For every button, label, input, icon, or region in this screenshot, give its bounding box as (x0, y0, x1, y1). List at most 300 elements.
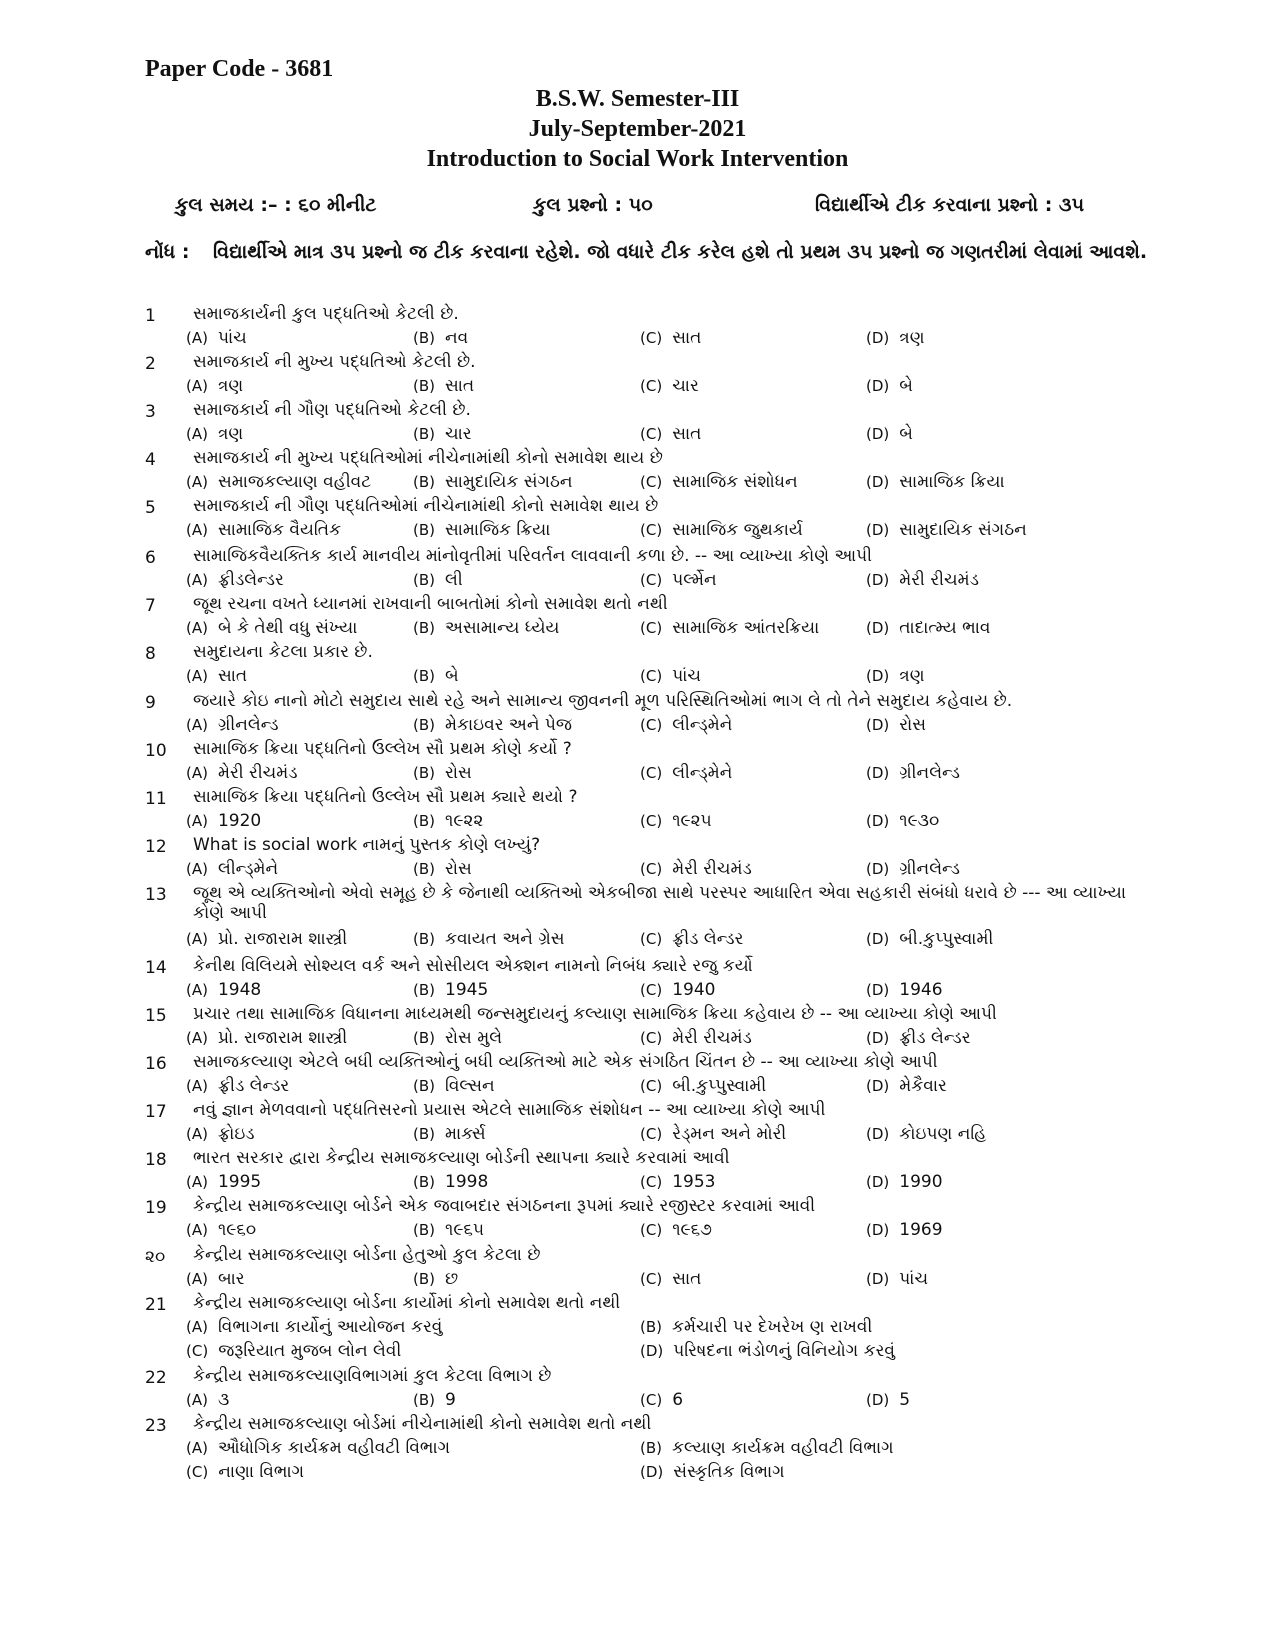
option-key: (A) (186, 1318, 208, 1336)
answer-option (866, 1076, 947, 1096)
answer-option (866, 980, 943, 1000)
option-text: લીન્ડ્મેને (672, 715, 733, 735)
question-text: જૂથ એ વ્યક્તિઓનો એવો સમૂહ છે કે જેનાથી વ્યક્તિઓ એકબીજા સાથે પરસ્પર આધારિત એવા સહકારી સંબંધો ધરાવે છે --- આ વ્યાખ્યા કોણે આપી (193, 883, 1126, 923)
option-key: (A) (186, 716, 208, 734)
answer-option (866, 520, 1027, 540)
option-key: (C) (640, 1391, 663, 1409)
option-key: (A) (186, 571, 208, 589)
option-key: (B) (413, 329, 435, 347)
answer-option (186, 1076, 289, 1096)
option-text: 1990 (899, 1172, 943, 1192)
option-text: ચાર (672, 376, 699, 396)
answer-option (866, 666, 925, 686)
option-text: રોસ (899, 715, 927, 735)
option-text: અસામાન્ય ધ્યેય (445, 618, 560, 638)
answer-option (413, 1390, 456, 1410)
answer-option (186, 715, 279, 735)
answer-option (866, 1028, 971, 1048)
option-text: લી (445, 570, 463, 590)
option-text: પરિષદના ભંડોળનું વિનિયોગ કરવું (673, 1341, 895, 1361)
question-number: 12 (145, 837, 167, 857)
option-key: (B) (413, 860, 435, 878)
option-text: 1948 (217, 980, 262, 1000)
question-text: નવું જ્ઞાન મેળવવાનો પદ્ધતિસરનો પ્રયાસ એટલે સામાજિક સંશોધન -- આ વ્યાખ્યા કોણે આપી (193, 1100, 826, 1120)
answer-option (866, 715, 926, 735)
option-text: બાર (217, 1269, 245, 1289)
option-text: સાત (672, 424, 702, 444)
option-key: (B) (413, 571, 435, 589)
option-key: (C) (640, 377, 663, 395)
note-text: વિદ્યાર્થીએ માત્ર ૩૫ પ્રશ્નો જ ટીક કરવાના રહેશે. જો વધારે ટીક કરેલ હશે તો પ્રથમ ૩૫ પ્રશ્નો જ ગણતરીમાં લેવામાં આવશે. (213, 241, 1148, 263)
option-key: (D) (866, 1029, 890, 1047)
option-key: (D) (640, 1342, 664, 1360)
question-number: 18 (145, 1150, 167, 1170)
option-text: સાત (445, 376, 475, 396)
option-text: સામુદાયિક સંગઠન (445, 472, 573, 492)
option-text: ઔધોગિક કાર્યક્રમ વહીવટી વિભાગ (217, 1438, 451, 1458)
answer-option (413, 376, 474, 396)
option-text: ૧૯૬૫ (445, 1220, 485, 1240)
option-text: ૧૯૬૦ (217, 1220, 257, 1240)
option-text: 9 (445, 1390, 456, 1410)
option-text: વિભાગના કાર્યોનું આયોજન કરવું (217, 1317, 443, 1337)
option-text: બે (899, 376, 913, 396)
question-text: જયારે કોઇ નાનો મોટો સમુદાય સાથે રહે અને સામાન્ય જીવનની મૂળ પરિસ્થિતિઓમાં ભાગ લે તો તેને સમુદાય કહેવાય છે. (193, 691, 1013, 711)
question-text: કેનીથ વિલિયમે સોશ્યલ વર્ક અને સોસીયલ એક્શન નામનો નિબંધ ક્યારે રજુ કર્યો (193, 956, 753, 976)
option-text: સામાજિક આંતરક્રિયા (672, 618, 820, 638)
option-key: (D) (640, 1463, 664, 1481)
answer-option (866, 570, 979, 590)
option-text: સાત (672, 1269, 702, 1289)
option-key: (A) (186, 930, 208, 948)
option-key: (C) (186, 1463, 209, 1481)
option-key: (C) (640, 425, 663, 443)
answer-option (186, 328, 247, 348)
option-text: સામાજિક જુથકાર્ય (672, 520, 803, 540)
question-text: સામાજિક ક્રિયા પદ્ધતિનો ઉલ્લેખ સૌ પ્રથમ કોણે કર્યો ? (193, 739, 572, 759)
option-key: (D) (866, 981, 890, 999)
option-key: (B) (413, 716, 435, 734)
answer-option (413, 1124, 486, 1144)
option-key: (C) (640, 1221, 663, 1239)
option-text: જરૂરિયાત મુજબ લોન લેવી (218, 1341, 402, 1361)
answer-option (640, 1462, 785, 1482)
option-key: (B) (413, 1221, 435, 1239)
option-text: સાત (217, 666, 248, 686)
option-key: (D) (866, 1077, 890, 1095)
question-text: સમાજકાર્ય ની ગૌણ પદ્ધતિઓ કેટલી છે. (193, 400, 471, 420)
answer-option (640, 618, 819, 638)
option-text: બે (445, 666, 459, 686)
option-key: (C) (640, 619, 663, 637)
question-number: ૨૦ (145, 1247, 166, 1267)
question-number: 21 (145, 1295, 167, 1315)
option-key: (C) (640, 981, 663, 999)
answer-option (413, 666, 459, 686)
question-text: સમુદાયના કેટલા પ્રકાર છે. (193, 642, 373, 662)
option-key: (D) (866, 1270, 890, 1288)
option-key: (B) (413, 473, 435, 491)
option-text: વિલ્સન (445, 1076, 495, 1096)
option-key: (A) (186, 812, 208, 830)
option-text: પાંચ (672, 666, 701, 686)
option-key: (D) (866, 1173, 890, 1191)
course-title: B.S.W. Semester-III (535, 86, 740, 112)
option-key: (A) (186, 860, 208, 878)
option-key: (B) (413, 981, 435, 999)
answer-option (186, 811, 261, 831)
answer-option (413, 1269, 458, 1289)
answer-option (640, 811, 712, 831)
option-key: (D) (866, 377, 890, 395)
option-key: (D) (866, 1391, 890, 1409)
question-number: 2 (145, 354, 156, 374)
option-text: 1945 (445, 980, 489, 1000)
answer-option (640, 1220, 712, 1240)
answer-option (186, 520, 341, 540)
answer-option (186, 424, 243, 444)
option-key: (C) (640, 329, 663, 347)
option-text: 1920 (217, 811, 262, 831)
answer-option (186, 1124, 255, 1144)
option-text: મેકૈવાર (899, 1076, 947, 1096)
option-text: કર્મચારી પર દેખરેખ ણ રાખવી (672, 1317, 873, 1337)
answer-option (866, 1269, 928, 1289)
answer-option (413, 618, 559, 638)
option-key: (B) (413, 1029, 435, 1047)
question-number: 3 (145, 402, 156, 422)
question-number: 13 (145, 885, 167, 905)
answer-option (413, 859, 472, 879)
question-text: સમાજકાર્ય ની મુખ્ય પદ્ધતિઓ કેટલી છે. (193, 352, 476, 372)
option-text: ફ્રીડ લેન્ડર (899, 1028, 971, 1048)
option-text: ૩ (217, 1390, 230, 1410)
answer-option (413, 1220, 484, 1240)
option-text: રેડ્મન અને મોરી (672, 1124, 787, 1144)
option-text: ત્રણ (217, 424, 244, 444)
option-key: (B) (413, 521, 435, 539)
answer-option (640, 763, 732, 783)
answer-option (640, 424, 701, 444)
option-text: ફ્રીડ લેન્ડર (672, 929, 744, 949)
answer-option (640, 1028, 752, 1048)
answer-option (413, 328, 468, 348)
option-key: (B) (413, 667, 435, 685)
option-text: 1940 (672, 980, 716, 1000)
answer-option (640, 1269, 701, 1289)
option-text: ત્રણ (899, 328, 925, 348)
question-text: કેન્દ્રીય સમાજકલ્યાણ બોર્ડને એક જવાબદાર સંગઠનના રૂપમાં ક્યારે રજીસ્ટર કરવામાં આવી (193, 1196, 816, 1216)
answer-option (866, 472, 1005, 492)
option-text: 1953 (672, 1172, 716, 1192)
answer-option (640, 715, 732, 735)
answer-option (866, 376, 913, 396)
option-key: (A) (186, 1125, 208, 1143)
option-text: ફ્રીડલેન્ડર (217, 570, 284, 590)
answer-option (186, 1438, 450, 1458)
answer-option (186, 1341, 401, 1361)
option-text: પ્રો. રાજારામ શાસ્ત્રી (217, 1028, 348, 1048)
option-key: (C) (640, 1173, 663, 1191)
answer-option (413, 715, 572, 735)
option-key: (A) (186, 667, 208, 685)
option-text: પાંચ (217, 328, 247, 348)
answer-option (186, 666, 247, 686)
option-key: (C) (640, 1125, 663, 1143)
option-key: (D) (866, 716, 890, 734)
option-key: (A) (186, 619, 208, 637)
option-text: બે (899, 424, 913, 444)
option-key: (C) (640, 930, 663, 948)
answer-option (640, 520, 803, 540)
answer-option (866, 811, 939, 831)
answer-option (413, 980, 488, 1000)
option-text: સામાજિક ક્રિયા (899, 472, 1005, 492)
option-key: (B) (413, 619, 435, 637)
answer-option (186, 376, 243, 396)
option-key: (A) (186, 1029, 208, 1047)
option-key: (C) (640, 1029, 663, 1047)
option-text: 5 (899, 1390, 911, 1410)
option-key: (A) (186, 1077, 208, 1095)
answer-option (640, 472, 798, 492)
option-text: છ (445, 1269, 459, 1289)
option-key: (C) (640, 667, 663, 685)
answer-option (186, 570, 284, 590)
option-text: મેકાઇવર અને પેજ (445, 715, 573, 735)
option-text: 1946 (899, 980, 943, 1000)
option-key: (A) (186, 1221, 208, 1239)
option-text: ગ્રીનલેન્ડ (899, 763, 960, 783)
answer-option (186, 859, 278, 879)
question-text: કેન્દ્રીય સમાજકલ્યાણ બોર્ડના કાર્યોમાં કોનો સમાવેશ થતો નથી (193, 1293, 621, 1313)
answer-option (413, 424, 472, 444)
question-text: કેન્દ્રીય સમાજકલ્યાણવિભાગમાં કુલ કેટલા વિભાગ છે (193, 1366, 552, 1386)
option-text: પ્રો. રાજારામ શાસ્ત્રી (217, 929, 348, 949)
question-number: 19 (145, 1198, 167, 1218)
answer-option (866, 328, 925, 348)
option-text: સંસ્કૃતિક વિભાગ (673, 1462, 785, 1482)
option-key: (C) (640, 473, 663, 491)
answer-option (640, 1317, 872, 1337)
answer-option (413, 520, 550, 540)
answer-option (186, 1028, 347, 1048)
question-number: 7 (145, 596, 156, 616)
option-text: 1995 (217, 1172, 262, 1192)
question-text: સામાજિક ક્રિયા પદ્ધતિનો ઉલ્લેખ સૌ પ્રથમ ક્યારે થયો ? (193, 787, 578, 807)
option-key: (A) (186, 425, 208, 443)
option-text: ગ્રીનલેન્ડ (899, 859, 960, 879)
answer-option (413, 763, 472, 783)
option-key: (C) (640, 764, 663, 782)
answer-option (186, 763, 298, 783)
question-number: 15 (145, 1006, 167, 1026)
option-text: સમાજકલ્યાણ વહીવટ (217, 472, 372, 492)
option-key: (B) (413, 1125, 435, 1143)
option-key: (B) (640, 1318, 662, 1336)
option-key: (C) (186, 1342, 209, 1360)
question-text: What is social work નામનું પુસ્તક કોણે લખ્યું? (193, 835, 541, 855)
option-text: રોસ (445, 763, 472, 783)
answer-option (186, 980, 261, 1000)
option-text: ફ્રોઇડ (217, 1124, 255, 1144)
option-text: માર્ક્સ (445, 1124, 486, 1144)
option-text: 6 (672, 1390, 684, 1410)
option-text: ત્રણ (217, 376, 244, 396)
question-number: 9 (145, 693, 156, 713)
option-text: લીન્ડ્મેને (217, 859, 279, 879)
question-number: 17 (145, 1102, 167, 1122)
option-key: (B) (413, 1270, 435, 1288)
option-key: (D) (866, 473, 890, 491)
option-key: (B) (413, 930, 435, 948)
question-number: 22 (145, 1368, 167, 1388)
option-key: (D) (866, 930, 890, 948)
option-key: (A) (186, 473, 208, 491)
option-text: ૧૯૬૭ (672, 1220, 712, 1240)
answer-option (413, 472, 573, 492)
answer-option (413, 1172, 488, 1192)
option-text: ચાર (445, 424, 472, 444)
option-key: (D) (866, 1125, 890, 1143)
option-text: સામાજિક વૈયતિક (217, 520, 342, 540)
option-key: (B) (413, 1077, 435, 1095)
option-text: ૧૯૨૫ (672, 811, 712, 831)
option-text: નાણા વિભાગ (218, 1462, 305, 1482)
option-key: (A) (186, 764, 208, 782)
question-text: સમાજકાર્યની કુલ પદ્ધતિઓ કેટલી છે. (193, 304, 459, 324)
question-text: કેન્દ્રીય સમાજકલ્યાણ બોર્ડમાં નીચેનામાંથી કોનો સમાવેશ થતો નથી (193, 1414, 652, 1434)
option-text: 1998 (445, 1172, 489, 1192)
option-key: (B) (413, 812, 435, 830)
option-text: તાદાત્મ્ય ભાવ (899, 618, 991, 638)
option-text: રોસ મુલે (445, 1028, 503, 1048)
question-text: સમાજકલ્યાણ એટલે બધી વ્યક્તિઓનું બધી વ્યક્તિઓ માટે એક સંગઠિત ચિંતન છે -- આ વ્યાખ્યા કોણે આપી (193, 1052, 938, 1072)
answer-option (186, 618, 357, 638)
option-key: (C) (640, 521, 663, 539)
answer-option (866, 763, 960, 783)
option-text: 1969 (899, 1220, 943, 1240)
option-text: સામુદાયિક સંગઠન (899, 520, 1027, 540)
total-questions: કુલ પ્રશ્નો : ૫૦ (533, 194, 653, 216)
answer-option (866, 424, 913, 444)
answer-option (413, 570, 463, 590)
option-key: (D) (866, 521, 890, 539)
option-key: (D) (866, 1221, 890, 1239)
option-text: બી.કુપ્પુસ્વામી (672, 1076, 767, 1096)
answer-option (640, 328, 701, 348)
question-number: 6 (145, 548, 156, 568)
answer-option (186, 472, 371, 492)
option-key: (A) (186, 1270, 208, 1288)
option-text: સામાજિક સંશોધન (672, 472, 798, 492)
answer-option (640, 1390, 683, 1410)
option-key: (C) (640, 1270, 663, 1288)
answer-option (866, 859, 960, 879)
questions-to-attempt: વિદ્યાર્થીએ ટીક કરવાના પ્રશ્નો : ૩૫ (815, 194, 1085, 216)
option-key: (D) (866, 571, 890, 589)
option-key: (D) (866, 860, 890, 878)
option-text: કોઇપણ નહિ (899, 1124, 987, 1144)
question-text: સમાજકાર્ય ની મુખ્ય પદ્ધતિઓમાં નીચેનામાંથી કોનો સમાવેશ થાય છે (193, 448, 663, 468)
option-text: મેરી રીચમંડ (672, 1028, 752, 1048)
answer-option (186, 1269, 245, 1289)
option-key: (B) (413, 1391, 435, 1409)
option-key: (B) (413, 1173, 435, 1191)
question-text: ભારત સરકાર દ્વારા કેન્દ્રીય સમાજકલ્યાણ બોર્ડની સ્થાપના ક્યારે કરવામાં આવી (193, 1148, 730, 1168)
option-key: (C) (640, 716, 663, 734)
question-text: સમાજકાર્ય ની ગૌણ પદ્ધતિઓમાં નીચેનામાંથી કોનો સમાવેશ થાય છે (193, 496, 659, 516)
option-text: લીન્ડ્મેને (672, 763, 733, 783)
question-text: જૂથ રચના વખતે ધ્યાનમાં રાખવાની બાબતોમાં કોનો સમાવેશ થતો નથી (193, 594, 668, 614)
option-key: (C) (640, 860, 663, 878)
option-key: (A) (186, 1439, 208, 1457)
answer-option (866, 1220, 943, 1240)
option-text: બી.કુપ્પુસ્વામી (899, 929, 994, 949)
answer-option (413, 929, 565, 949)
session-title: July-September-2021 (528, 116, 747, 142)
question-number: 11 (145, 789, 167, 809)
answer-option (413, 1028, 502, 1048)
question-text: કેન્દ્રીય સમાજકલ્યાણ બોર્ડના હેતુઓ કુલ કેટલા છે (193, 1245, 541, 1265)
question-number: 14 (145, 958, 167, 978)
answer-option (186, 1317, 442, 1337)
answer-option (866, 1124, 986, 1144)
option-key: (A) (186, 981, 208, 999)
answer-option (640, 666, 701, 686)
answer-option (186, 1390, 229, 1410)
option-text: પર્લ્મેન (672, 570, 717, 590)
total-time: કુલ સમય :– : ૬૦ મીનીટ (175, 194, 377, 216)
option-text: ૧૯૩૦ (899, 811, 940, 831)
answer-option (866, 1172, 943, 1192)
answer-option (640, 859, 752, 879)
option-key: (D) (866, 764, 890, 782)
option-text: કલ્યાણ કાર્યક્રમ વહીવટી વિભાગ (672, 1438, 894, 1458)
answer-option (413, 1076, 495, 1096)
answer-option (640, 929, 743, 949)
answer-option (640, 1172, 715, 1192)
option-text: કવાયત અને ગ્રેસ (445, 929, 565, 949)
question-number: 1 (145, 306, 156, 326)
option-key: (D) (866, 667, 890, 685)
option-key: (D) (866, 812, 890, 830)
option-text: પાંચ (899, 1269, 929, 1289)
question-number: 10 (145, 741, 167, 761)
option-key: (D) (866, 329, 890, 347)
option-key: (B) (413, 425, 435, 443)
answer-option (640, 1124, 786, 1144)
answer-option (413, 811, 483, 831)
question-number: 16 (145, 1054, 167, 1074)
option-text: મેરી રીચમંડ (899, 570, 979, 590)
note-label: નોંધ : (145, 241, 190, 263)
option-text: ત્રણ (899, 666, 925, 686)
option-key: (B) (640, 1439, 662, 1457)
answer-option (186, 1462, 304, 1482)
question-number: 23 (145, 1416, 167, 1436)
option-key: (A) (186, 329, 208, 347)
option-text: ફ્રીડ લેન્ડર (217, 1076, 290, 1096)
option-text: બે કે તેથી વધુ સંખ્યા (217, 618, 358, 638)
paper-code: Paper Code - 3681 (145, 56, 334, 82)
option-key: (A) (186, 1173, 208, 1191)
option-text: મેરી રીચમંડ (672, 859, 752, 879)
answer-option (640, 376, 699, 396)
answer-option (640, 570, 717, 590)
question-text: પ્રચાર તથા સામાજિક વિધાનના માધ્યમથી જન્સમુદાયનું કલ્યાણ સામાજિક ક્રિયા કહેવાય છે -- આ વ્યાખ્યા કોણે આપી (193, 1004, 997, 1024)
answer-option (640, 1341, 895, 1361)
